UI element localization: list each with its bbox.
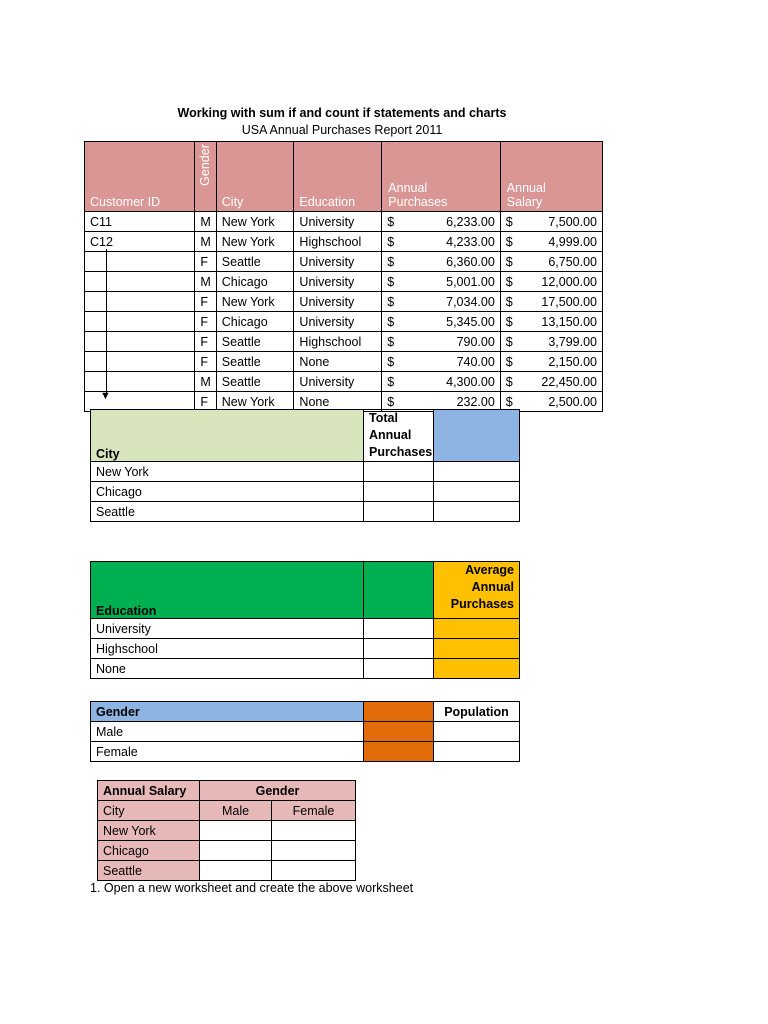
cell-education[interactable]: University [294,212,382,232]
money-value [387,255,495,269]
cell-education[interactable]: University [294,312,382,332]
cell-education[interactable]: University [294,372,382,392]
gender-result-cell[interactable] [434,722,520,742]
orange-header-cell [364,702,434,722]
cell-gender[interactable]: M [195,212,216,232]
document-title: Working with sum if and count if statements and charts [177,106,507,120]
blue-header-cell [434,410,520,462]
money-value [506,375,597,389]
table-row [85,252,603,272]
city-label[interactable]: New York [91,462,364,482]
cell-gender[interactable]: F [195,312,216,332]
cell-annual-salary[interactable] [500,352,602,372]
header-annual-salary: Annual Salary [500,142,602,212]
money-value [506,275,597,289]
cell-annual-purchases[interactable] [382,252,501,272]
money-value [506,295,597,309]
cell-education[interactable]: University [294,272,382,292]
currency-symbol: $ [505,334,513,349]
cell-annual-purchases[interactable] [382,352,501,372]
fill-down-arrow-line [106,249,107,395]
city-row [91,482,520,502]
table-row [85,292,603,312]
cell-customer-id[interactable] [85,332,195,352]
header-gender: Gender [195,142,216,212]
female-subheader: Female [272,801,356,821]
cell-customer-id[interactable]: C12 [85,232,195,252]
city-label[interactable]: Chicago [91,482,364,502]
amount: 12,000.00 [541,274,597,289]
amount: 2,150.00 [548,354,597,369]
currency-symbol: $ [505,214,513,229]
salary-row [98,821,356,841]
cell-annual-salary[interactable] [500,252,602,272]
cell-city[interactable]: Seattle [216,372,294,392]
gender-row [91,722,520,742]
cell-customer-id[interactable] [85,292,195,312]
cell-education[interactable]: None [294,392,382,412]
currency-symbol: $ [505,254,513,269]
currency-symbol: $ [387,254,395,269]
table-row [85,232,603,252]
money-value [506,235,597,249]
education-row [91,619,520,639]
education-label[interactable]: Highschool [91,639,364,659]
currency-symbol: $ [505,374,513,389]
instruction-text: 1. Open a new worksheet and create the above worksheet [90,881,414,895]
amount: 740.00 [456,354,495,369]
amount: 5,001.00 [446,274,495,289]
cell-gender[interactable]: M [195,232,216,252]
cell-annual-salary[interactable] [500,372,602,392]
gender-value-cell[interactable] [364,742,434,762]
city-subheader: City [98,801,200,821]
money-value [387,355,495,369]
money-value [387,215,495,229]
education-value-cell[interactable] [364,619,434,639]
header-education: Education [294,142,382,212]
cell-education[interactable]: Highschool [294,232,382,252]
cell-city[interactable]: New York [216,212,294,232]
amount: 6,233.00 [446,214,495,229]
gender-summary-table [90,701,520,762]
city-header: City [91,410,364,462]
education-value-cell[interactable] [364,659,434,679]
cell-customer-id[interactable] [85,352,195,372]
cell-customer-id[interactable] [85,372,195,392]
education-result-cell[interactable] [434,619,520,639]
city-value-cell[interactable] [364,502,434,522]
amount: 5,345.00 [446,314,495,329]
currency-symbol: $ [505,294,513,309]
city-row [91,462,520,482]
cell-annual-salary[interactable] [500,272,602,292]
salary-city-label[interactable]: Seattle [98,861,200,881]
green-header-cell [364,562,434,619]
amount: 4,233.00 [446,234,495,249]
table-row [85,372,603,392]
money-value [506,215,597,229]
amount: 790.00 [456,334,495,349]
cell-annual-purchases[interactable] [382,212,501,232]
gender-label[interactable]: Male [91,722,364,742]
gender-value-cell[interactable] [364,722,434,742]
education-row [91,659,520,679]
average-annual-purchases-header: Average Annual Purchases [434,562,520,619]
city-summary-table [90,409,520,522]
cell-annual-salary[interactable] [500,212,602,232]
currency-symbol: $ [387,354,395,369]
city-result-cell[interactable] [434,462,520,482]
document-subtitle: USA Annual Purchases Report 2011 [241,123,443,137]
annual-salary-header: Annual Salary [98,781,200,801]
cell-city[interactable]: Seattle [216,352,294,372]
purchases-table [84,141,603,412]
cell-city[interactable]: Chicago [216,272,294,292]
salary-female-cell[interactable] [272,841,356,861]
cell-annual-purchases[interactable] [382,272,501,292]
cell-gender[interactable]: F [195,332,216,352]
money-value [506,335,597,349]
total-annual-purchases-header: Total Annual Purchases [364,410,434,462]
salary-female-cell[interactable] [272,821,356,841]
cell-gender[interactable]: M [195,272,216,292]
cell-education[interactable]: Highschool [294,332,382,352]
population-header: Population [434,702,520,722]
education-value-cell[interactable] [364,639,434,659]
cell-customer-id[interactable] [85,312,195,332]
cell-customer-id[interactable]: C11 [85,212,195,232]
money-value [506,255,597,269]
salary-female-cell[interactable] [272,861,356,881]
education-header: Education [91,562,364,619]
city-result-cell[interactable] [434,502,520,522]
cell-annual-purchases[interactable] [382,372,501,392]
currency-symbol: $ [387,214,395,229]
cell-city[interactable]: New York [216,392,294,412]
male-subheader: Male [200,801,272,821]
table-row [85,332,603,352]
currency-symbol: $ [387,234,395,249]
salary-male-cell[interactable] [200,821,272,841]
gender-header-row [91,702,520,722]
currency-symbol: $ [505,314,513,329]
amount: 13,150.00 [541,314,597,329]
table-row [85,352,603,372]
money-value [387,395,495,409]
cell-city[interactable]: Chicago [216,312,294,332]
cell-annual-salary[interactable] [500,312,602,332]
money-value [387,275,495,289]
city-header-row [91,410,520,462]
amount: 3,799.00 [548,334,597,349]
cell-city[interactable]: New York [216,292,294,312]
money-value [387,315,495,329]
cell-gender[interactable]: F [195,252,216,272]
salary-male-cell[interactable] [200,841,272,861]
city-row [91,502,520,522]
currency-symbol: $ [505,234,513,249]
salary-row [98,861,356,881]
cell-education[interactable]: University [294,252,382,272]
gender-result-cell[interactable] [434,742,520,762]
gender-header: Gender [91,702,364,722]
amount: 17,500.00 [541,294,597,309]
amount: 232.00 [456,394,495,409]
salary-pivot-table [97,780,356,881]
education-result-cell[interactable] [434,639,520,659]
gender-row [91,742,520,762]
money-value [506,355,597,369]
currency-symbol: $ [387,394,395,409]
cell-customer-id[interactable] [85,272,195,292]
amount: 6,750.00 [548,254,597,269]
money-value [387,335,495,349]
cell-city[interactable]: Seattle [216,252,294,272]
salary-header-row [98,781,356,801]
salary-row [98,841,356,861]
cell-customer-id[interactable] [85,252,195,272]
money-value [506,395,597,409]
cell-city[interactable]: New York [216,232,294,252]
salary-subheader-row [98,801,356,821]
cell-annual-purchases[interactable] [382,312,501,332]
cell-gender[interactable]: F [195,392,216,412]
salary-city-label[interactable]: Chicago [98,841,200,861]
cell-gender[interactable]: F [195,352,216,372]
currency-symbol: $ [505,354,513,369]
currency-symbol: $ [505,394,513,409]
education-label[interactable]: None [91,659,364,679]
money-value [387,235,495,249]
header-city: City [216,142,294,212]
header-annual-purchases: Annual Purchases [382,142,501,212]
gender-group-header: Gender [200,781,356,801]
education-label[interactable]: University [91,619,364,639]
city-label[interactable]: Seattle [91,502,364,522]
cell-education[interactable]: None [294,352,382,372]
cell-annual-salary[interactable] [500,232,602,252]
currency-symbol: $ [387,314,395,329]
amount: 7,500.00 [548,214,597,229]
table-header-row [85,142,603,212]
city-value-cell[interactable] [364,482,434,502]
city-value-cell[interactable] [364,462,434,482]
currency-symbol: $ [505,274,513,289]
table-row [85,272,603,292]
money-value [506,315,597,329]
gender-label[interactable]: Female [91,742,364,762]
education-summary-table [90,561,520,679]
amount: 4,300.00 [446,374,495,389]
cell-gender[interactable]: F [195,292,216,312]
cell-annual-purchases[interactable] [382,332,501,352]
education-header-row [91,562,520,619]
education-result-cell[interactable] [434,659,520,679]
table-row [85,312,603,332]
city-result-cell[interactable] [434,482,520,502]
cell-city[interactable]: Seattle [216,332,294,352]
cell-annual-salary[interactable] [500,332,602,352]
cell-annual-salary[interactable] [500,292,602,312]
cell-annual-purchases[interactable] [382,292,501,312]
education-row [91,639,520,659]
header-customer-id: Customer ID [85,142,195,212]
table-row [85,212,603,232]
salary-city-label[interactable]: New York [98,821,200,841]
money-value [387,295,495,309]
currency-symbol: $ [387,294,395,309]
currency-symbol: $ [387,274,395,289]
cell-gender[interactable]: M [195,372,216,392]
amount: 4,999.00 [548,234,597,249]
amount: 6,360.00 [446,254,495,269]
money-value [387,375,495,389]
amount: 2,500.00 [548,394,597,409]
amount: 7,034.00 [446,294,495,309]
down-arrow-icon: ▼ [100,390,111,402]
amount: 22,450.00 [541,374,597,389]
salary-male-cell[interactable] [200,861,272,881]
currency-symbol: $ [387,374,395,389]
cell-education[interactable]: University [294,292,382,312]
cell-annual-purchases[interactable] [382,232,501,252]
currency-symbol: $ [387,334,395,349]
